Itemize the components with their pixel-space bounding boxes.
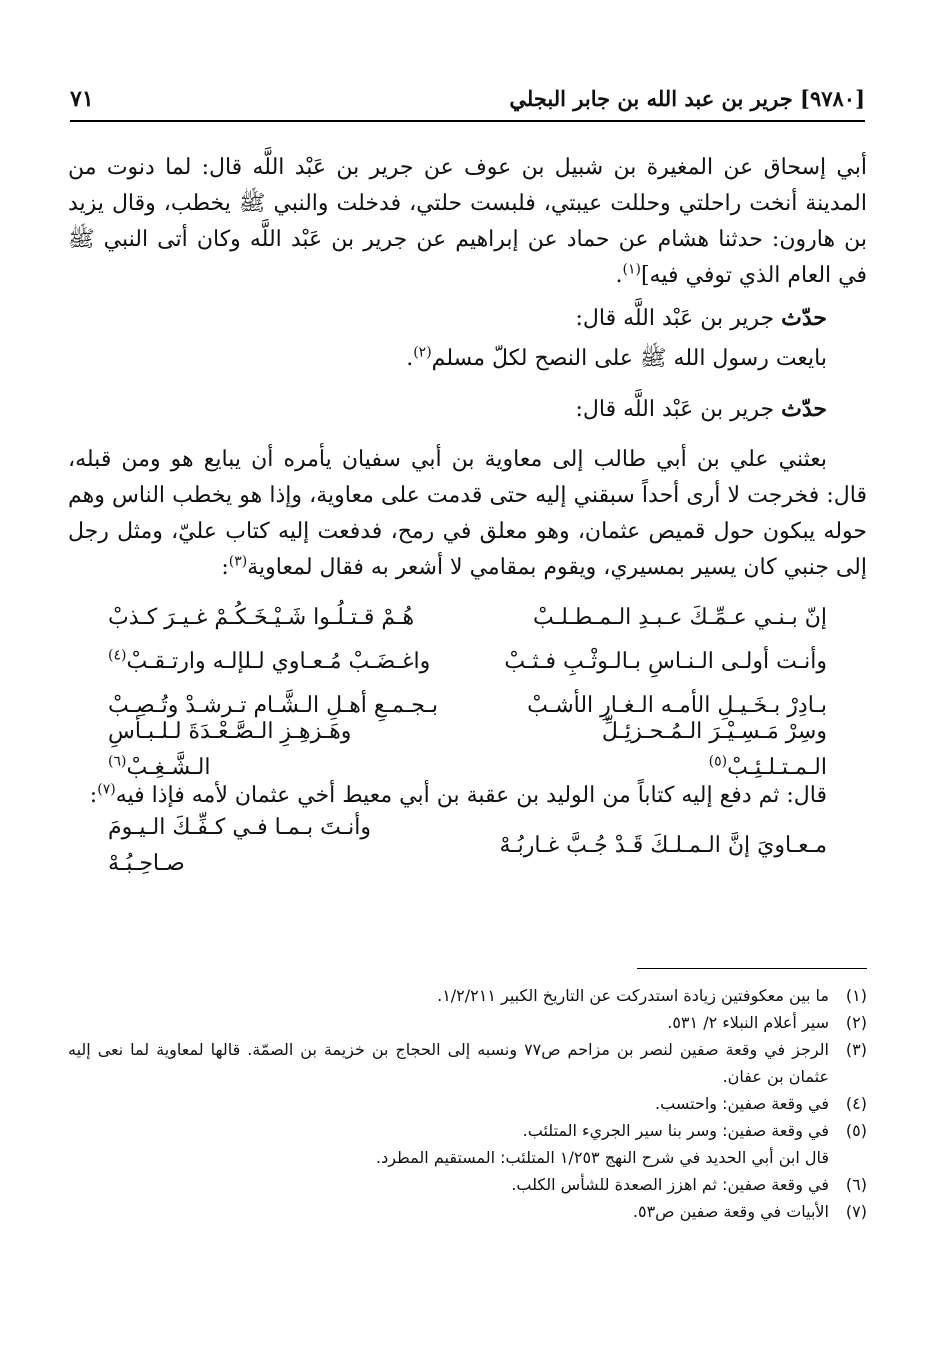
footnote-ref[interactable]: (٢) [413, 344, 432, 361]
punctuation: . [406, 346, 414, 371]
punctuation: : [221, 555, 229, 580]
paragraph [68, 778, 867, 814]
verse-second-hemistich [68, 600, 444, 636]
footnote-number: (٣) [845, 1040, 867, 1059]
main-text [68, 150, 867, 874]
paragraph-text: قال: ثم دفع إليه كتاباً من الوليد بن عقبة بن أبي معيط أخي عثمان لأمه فإذا فيه [115, 783, 827, 808]
footnote-number: (١) [845, 986, 867, 1005]
hemistich-text: واغـضَـبْ مُـعـاوي لـلإلـه وارتـقـبْ [126, 649, 431, 674]
page-number: ٧١ [70, 86, 94, 112]
footnote-ref[interactable]: (٧) [97, 781, 116, 798]
hemistich-text: وسِرْ مَـسِـيْـرَ الـمُـحـزئِـلِّ الـمـتـلـئِـبْ [601, 719, 827, 780]
punctuation: . [615, 263, 623, 288]
verse-first-hemistich: وأنـت أولـى الـنـاسِ بـالـوثْـبِ فـثـبْ [504, 649, 827, 674]
footnote-number: (٦) [845, 1175, 867, 1194]
footnote-text: في وقعة صفين: واحتسب. [655, 1094, 829, 1113]
hemistich-text: هُـمْ قـتـلُـوا شَـيْـخَـكُـمْ غـيـرَ كـذبْ [108, 605, 415, 630]
footnote-ref[interactable]: (٤) [108, 647, 127, 664]
footnote-text: سير أعلام النبلاء ٢/ ٥٣١. [667, 1013, 829, 1032]
running-title: [٩٧٨٠] جرير بن عبد الله بن جابر البجلي [509, 86, 865, 111]
hadith-text [68, 341, 867, 377]
footnote [68, 1117, 867, 1144]
hadith-heading [68, 391, 867, 428]
footnote-divider [637, 968, 867, 969]
verse-second-hemistich [68, 714, 444, 786]
hadith-keyword: حدّث [781, 396, 827, 422]
footnote-continuation: قال ابن أبي الحديد في شرح النهج ١/٢٥٣ المتلئب: المستقيم المطرد. [376, 1148, 829, 1167]
footnote-text: الرجز في وقعة صفين لنصر بن مزاحم ص٧٧ ونسبه إلى الحجاج بن خزيمة بن الصمّة. قالها لمعاوية لما نعى إليه عثمان بن عفان. [68, 1040, 830, 1086]
footnote [68, 1090, 867, 1117]
footnote-ref[interactable]: (١) [622, 261, 641, 278]
hadith-keyword: حدّث [781, 305, 827, 331]
footnote-number: (٥) [845, 1121, 867, 1140]
verse-first-hemistich [491, 714, 867, 786]
hadith-text [68, 442, 867, 586]
paragraph-text: أبي إسحاق عن المغيرة بن شبيل بن عوف عن جرير بن عَبْد اللَّه قال: لما دنوت من المدينة أنخت راحلتي وحللت عيبتي، فلبست حلتي، فدخلت والنبي ﷺ يخطب، وقال يزيد بن هارون: حدثنا هشام عن حماد عن إبراهيم عن جرير بن عَبْد اللَّه وكان أتى النبي ﷺ في العام الذي توفي فيه] [68, 155, 867, 288]
footnote-text: في وقعة صفين: وسر بنا سير الجريء المتلئب. [522, 1121, 829, 1140]
footnote-ref[interactable]: (٣) [228, 553, 248, 570]
footnote-number: (٤) [845, 1094, 867, 1113]
footnote-text: في وقعة صفين: ثم اهزز الصعدة للشأس الكلب. [511, 1175, 829, 1194]
page-header [70, 80, 865, 122]
hemistich-text: وهَـزهِـزِ الـصَّـعْـدَةَ لـلـبـأسِ الـشَّـغِـبْ [108, 719, 352, 780]
footnote-ref[interactable]: (٦) [108, 753, 127, 770]
verse-second-hemistich [68, 644, 444, 680]
punctuation: : [89, 783, 98, 808]
hadith-body: بعثني علي بن أبي طالب إلى معاوية بن أبي سفيان يأمره أن يبايع هو ومن قبله، قال: فخرجت لا أرى أحداً سبقني إليه حتى قدمت على معاوية، وإذا هو يخطب الناس وهم حوله يبكون حول قميص عثمان، وهو معلق في رمح، فدفعت إليه كتاب عليّ، ومثل رجل إلى جنبي كان يسير بمسيري، ويقوم بمقامي لا أشعر به فقال لمعاوية [68, 447, 867, 580]
footnote [68, 1171, 867, 1198]
verse-first-hemistich: إنّ بـنـي عـمِّـكَ عـبـدِ الـمـطـلـبْ [533, 605, 827, 630]
footnote [68, 1036, 867, 1090]
poem-verse [68, 815, 867, 876]
hadith-heading-text: جرير بن عَبْد اللَّه قال: [575, 397, 782, 422]
verse-first-hemistich: بـادِرْ بـخَـيـلِ الأمـه الـغـارِ الأشـبْ [527, 693, 827, 718]
poem-verse [68, 640, 867, 684]
hemistich-text: بـجـمـعِ أهـلِ الـشَّـام تـرشـدْ وتُـصِـبْ [108, 693, 438, 718]
footnote-number: (٢) [845, 1013, 867, 1032]
footnotes [68, 982, 867, 1225]
footnote [68, 1009, 867, 1036]
footnote-ref[interactable]: (٥) [708, 753, 728, 770]
poem-verse [68, 719, 867, 780]
footnote-number: (٧) [845, 1202, 867, 1221]
hadith-body: بايعت رسول الله ﷺ على النصح لكلّ مسلم [431, 346, 827, 371]
hadith-heading [68, 300, 867, 337]
footnote [68, 982, 867, 1009]
verse-second-hemistich: وأنـتَ بـمـا فـي كـفِّـكَ الـيـومَ صـاحِـبُـهْ [108, 815, 371, 876]
paragraph [68, 150, 867, 294]
verse-first-hemistich: مـعـاويَ إنَّ الـمـلـكَ قَـدْ جُـبَّ غـاربُـهْ [499, 833, 827, 858]
hadith-heading-text: جرير بن عَبْد اللَّه قال: [575, 306, 782, 331]
footnote [68, 1198, 867, 1225]
footnote-text: الأبيات في وقعة صفين ص٥٣. [632, 1202, 829, 1221]
poem [68, 815, 867, 876]
poem-verse [68, 596, 867, 640]
poem [68, 596, 867, 780]
footnote-text: ما بين معكوفتين زيادة استدركت عن التاريخ الكبير ١/٢/٢١١. [437, 986, 829, 1005]
